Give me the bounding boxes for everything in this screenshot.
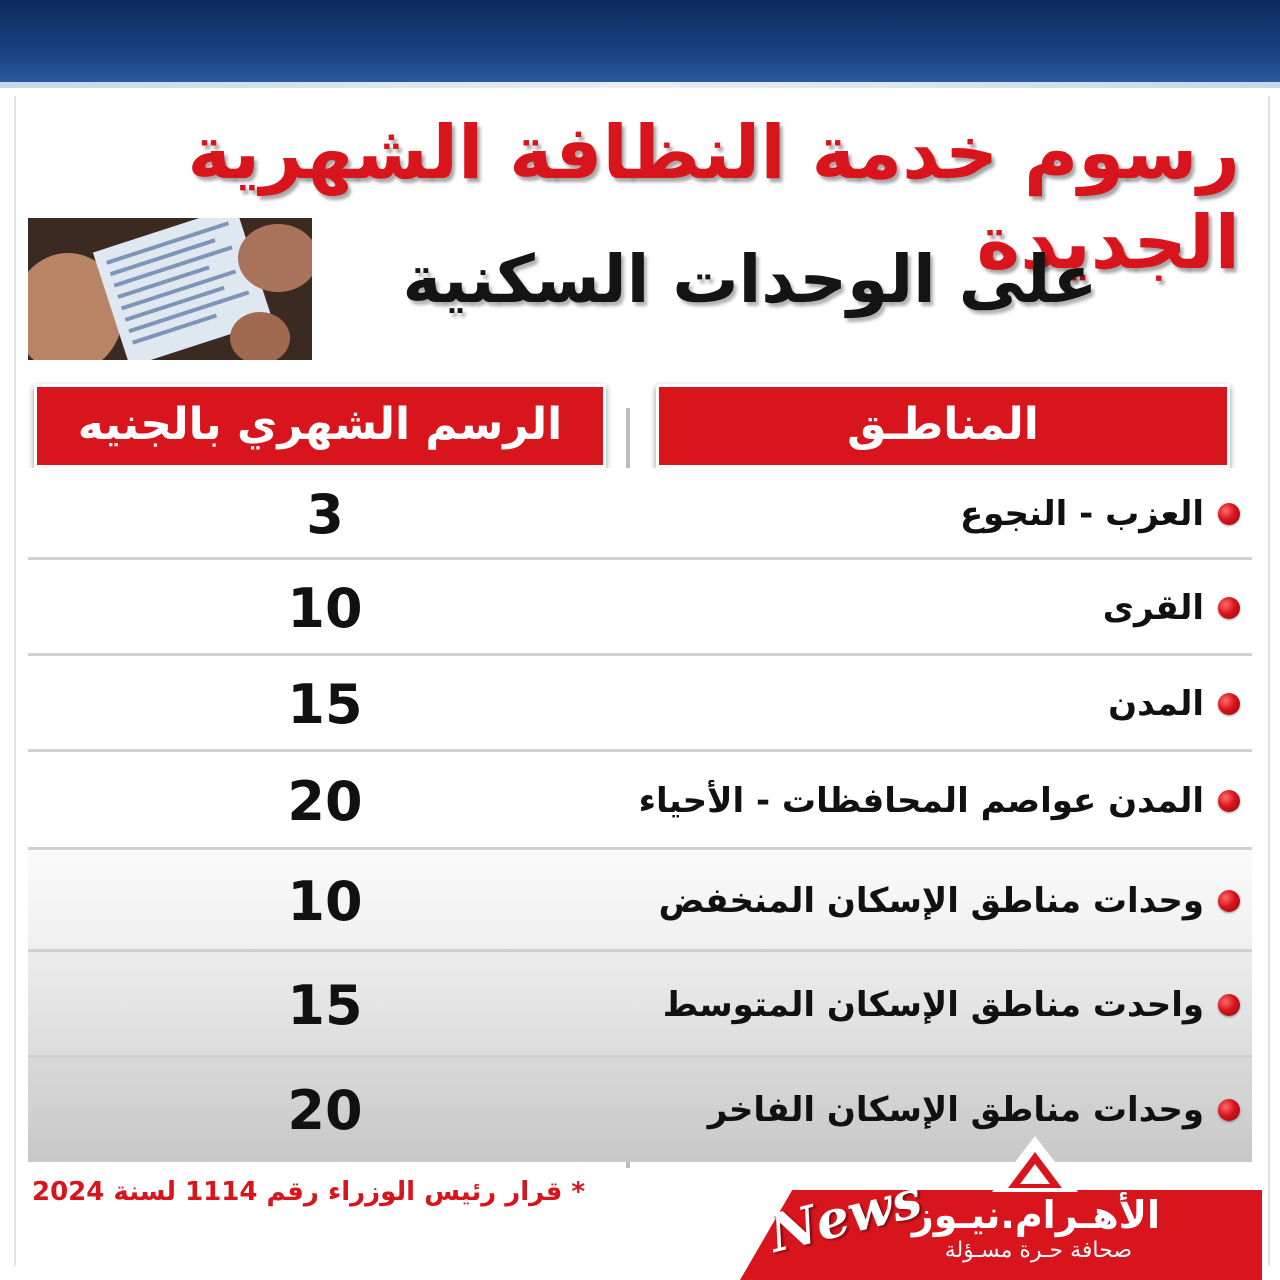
red-dot-icon [1218, 790, 1240, 812]
top-banner [0, 0, 1280, 88]
region-cell [632, 468, 1252, 560]
fee-value: 20 [287, 1078, 363, 1142]
logo-tagline: صحافة حـرة مسـؤلة [944, 1238, 1132, 1263]
bill-photo [28, 218, 312, 360]
footnote: * قرار رئيس الوزراء رقم 1114 لسنة 2024 [32, 1177, 585, 1207]
red-dot-icon [1218, 503, 1240, 525]
region-name: المدن [1108, 684, 1204, 724]
region-name: واحدت مناطق الإسكان المتوسط [662, 985, 1204, 1025]
region-name: القرى [1102, 588, 1204, 628]
table-row [28, 560, 1252, 656]
region-cell [632, 1058, 1252, 1162]
pyramid-logo-icon [990, 1134, 1080, 1194]
table-row [28, 468, 1252, 560]
page-title: رسوم خدمة النظافة الشهرية الجديدة [187, 110, 1240, 286]
region-cell [632, 952, 1252, 1058]
region-name: وحدات مناطق الإسكان المنخفض [658, 881, 1204, 921]
fee-column-header: الرسم الشهري بالجنيه [34, 384, 606, 468]
table-row [28, 752, 1252, 850]
region-cell [632, 656, 1252, 752]
red-dot-icon [1218, 890, 1240, 912]
page-subtitle: على الوحدات السكنية [402, 241, 1098, 318]
red-dot-icon [1218, 1099, 1240, 1121]
fee-value: 20 [287, 769, 363, 833]
red-dot-icon [1218, 693, 1240, 715]
logo-news-script: News [762, 1168, 928, 1265]
fee-value: 10 [287, 576, 363, 640]
red-dot-icon [1218, 597, 1240, 619]
table-row [28, 850, 1252, 952]
table-row [28, 952, 1252, 1058]
fee-value: 10 [287, 869, 363, 933]
table-row [28, 656, 1252, 752]
fee-value: 3 [306, 482, 344, 546]
fee-value: 15 [287, 672, 363, 736]
region-cell [632, 850, 1252, 952]
region-name: المدن عواصم المحافظات - الأحياء [638, 781, 1204, 821]
region-cell [632, 560, 1252, 656]
logo-name: الأهـرام.نيـوز [911, 1193, 1160, 1237]
red-dot-icon [1218, 994, 1240, 1016]
fee-value: 15 [287, 973, 363, 1037]
region-cell [632, 752, 1252, 850]
regions-column-header: المناطـق [656, 384, 1230, 468]
region-name: وحدات مناطق الإسكان الفاخر [707, 1090, 1204, 1130]
region-name: العزب - النجوع [959, 494, 1204, 534]
